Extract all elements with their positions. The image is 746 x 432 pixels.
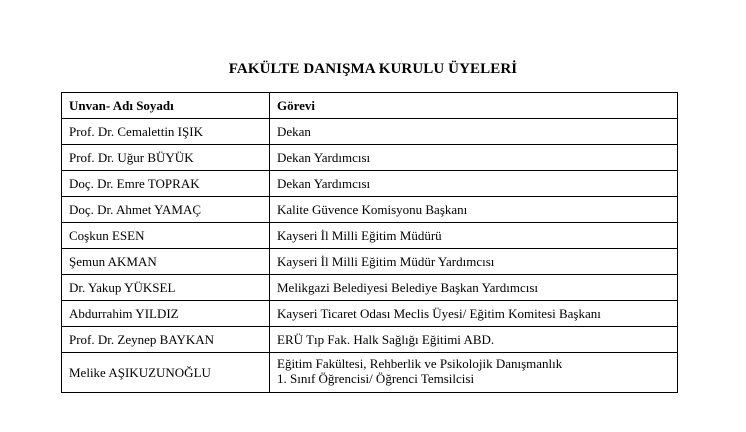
table-row: [62, 145, 678, 171]
member-duty-cell: [270, 275, 678, 301]
member-duty-cell: [270, 145, 678, 171]
member-duty-cell: [270, 171, 678, 197]
member-name-cell: Doç. Dr. Ahmet YAMAÇ: [62, 197, 270, 223]
duty-line: Melikgazi Belediyesi Belediye Başkan Yardımcısı: [277, 280, 539, 295]
table-row: [62, 119, 678, 145]
table-row: [62, 353, 678, 393]
duty-line: Dekan Yardımcısı: [277, 150, 371, 165]
member-name-cell: Doç. Dr. Emre TOPRAK: [62, 171, 270, 197]
duty-line: Kayseri İl Milli Eğitim Müdürü: [277, 228, 442, 243]
table-header-row: [62, 93, 678, 119]
member-duty-cell: [270, 249, 678, 275]
member-name-cell: Coşkun ESEN: [62, 223, 270, 249]
member-name-cell: Şemun AKMAN: [62, 249, 270, 275]
duty-line: Dekan Yardımcısı: [277, 176, 371, 191]
advisory-board-table: [61, 92, 678, 393]
duty-line: Kayseri Ticaret Odası Meclis Üyesi/ Eğitim Komitesi Başkanı: [277, 306, 601, 321]
duty-line: Kalite Güvence Komisyonu Başkanı: [277, 202, 468, 217]
member-duty-cell: [270, 353, 678, 393]
member-name-cell: Prof. Dr. Zeynep BAYKAN: [62, 327, 270, 353]
duty-line: 1. Sınıf Öğrencisi/ Öğrenci Temsilcisi: [277, 371, 475, 386]
table-row: [62, 197, 678, 223]
duty-line: Kayseri İl Milli Eğitim Müdür Yardımcısı: [277, 254, 495, 269]
member-name-cell: Prof. Dr. Cemalettin IŞIK: [62, 119, 270, 145]
table-row: [62, 171, 678, 197]
duty-line: Eğitim Fakültesi, Rehberlik ve Psikolojik Danışmanlık: [277, 356, 563, 371]
table-row: [62, 301, 678, 327]
column-header-name: Unvan- Adı Soyadı: [62, 93, 270, 119]
member-duty-cell: [270, 197, 678, 223]
duty-line: Dekan: [277, 124, 311, 139]
table-row: [62, 327, 678, 353]
member-name-cell: Abdurrahim YILDIZ: [62, 301, 270, 327]
document-title: FAKÜLTE DANIŞMA KURULU ÜYELERİ: [228, 61, 518, 77]
member-name-cell: Prof. Dr. Uğur BÜYÜK: [62, 145, 270, 171]
column-header-duty: Görevi: [270, 93, 678, 119]
member-name-cell: Melike AŞIKUZUNOĞLU: [62, 353, 270, 393]
member-duty-cell: [270, 223, 678, 249]
member-duty-cell: [270, 327, 678, 353]
table-row: [62, 275, 678, 301]
member-duty-cell: [270, 119, 678, 145]
duty-line: ERÜ Tıp Fak. Halk Sağlığı Eğitimi ABD.: [277, 332, 495, 347]
table-row: [62, 223, 678, 249]
member-duty-cell: [270, 301, 678, 327]
member-name-cell: Dr. Yakup YÜKSEL: [62, 275, 270, 301]
table-row: [62, 249, 678, 275]
